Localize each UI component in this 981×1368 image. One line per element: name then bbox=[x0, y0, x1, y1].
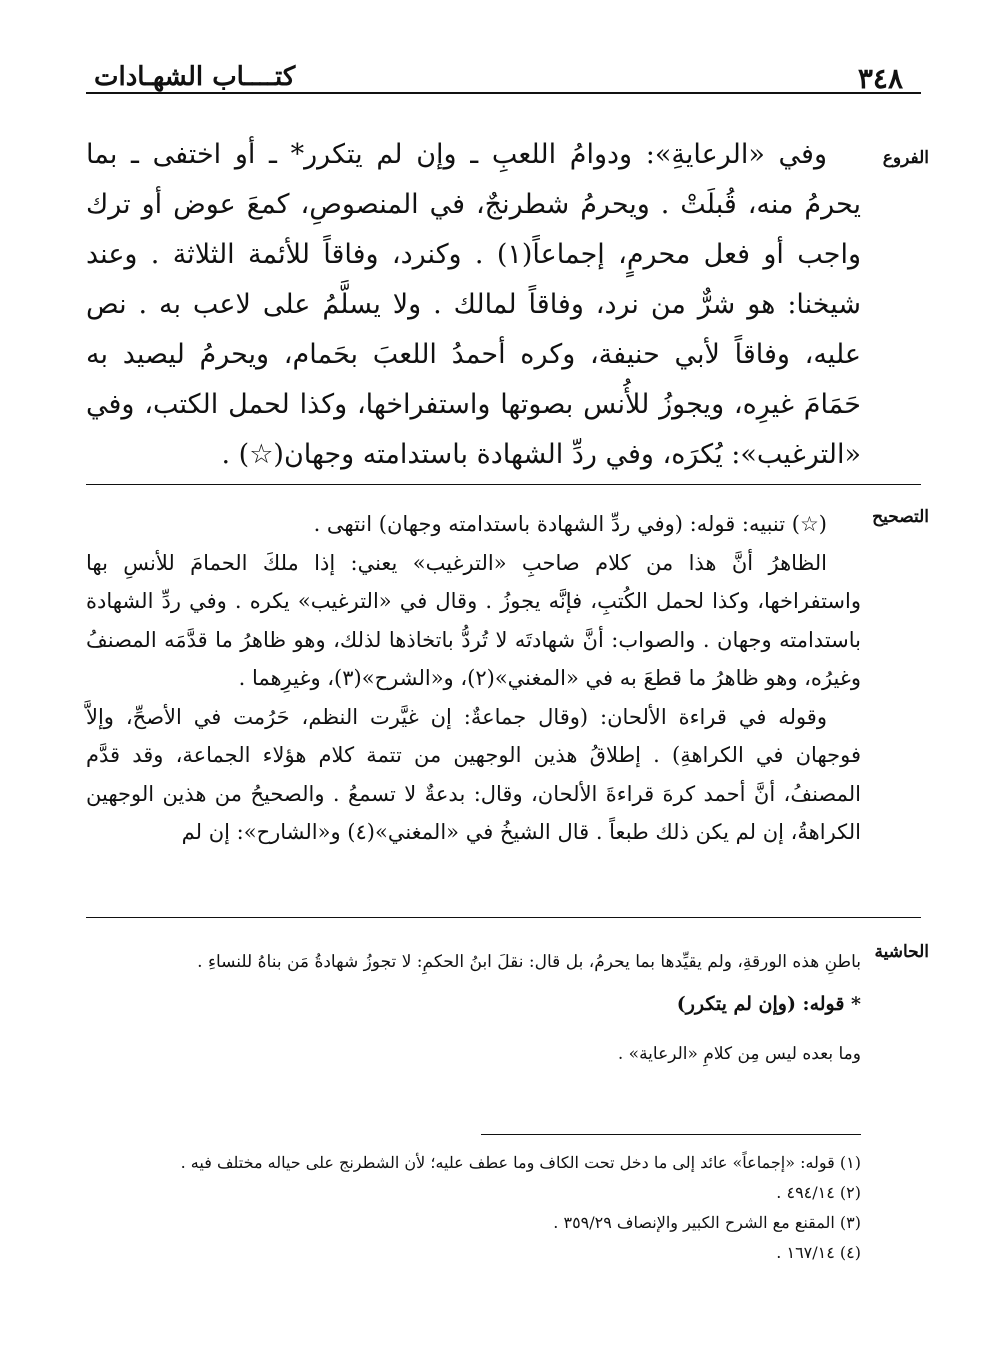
book-title: كتــــاب الشهـادات bbox=[94, 62, 296, 92]
footnote-3: (٣) المقنع مع الشرح الكبير والإنصاف ٣٥٩/٢٩ . bbox=[553, 1213, 861, 1232]
furu-divider bbox=[86, 484, 921, 485]
hashiya-label: الحاشية bbox=[874, 942, 929, 962]
footnote-divider bbox=[481, 1134, 861, 1135]
hashiya-paragraph-2: وما بعده ليس مِن كلامِ «الرعاية» . bbox=[617, 1044, 861, 1064]
tashih-paragraph-1: (☆) تنبيه: قوله: (وفي ردِّ الشهادة باستدامته وجهان) انتهى . bbox=[313, 512, 827, 536]
tashih-paragraph-2: الظاهرُ أنَّ هذا من كلام صاحبِ «الترغيب» يعني: إذا ملكَ الحمامَ للأنسِ بها واستفراخها، وكذا لحمل الكُتبِ، فإنَّه يجوزُ . وقال في «الترغيب» يكره . وفي ردِّ الشهادة باستدامته وجهان . والصواب: أنَّ شهادتَه لا تُردُّ باتخاذها لذلك، وهو ظاهرُ ما قدَّمَه المصنفُ وغيرُه، وهو ظاهرُ ما قطعَ به في «المغني»(٢)، و«الشرح»(٣)، وغيرِهما . bbox=[86, 550, 861, 690]
hashiya-section bbox=[86, 945, 861, 1071]
footnotes bbox=[86, 1148, 861, 1268]
header-divider bbox=[86, 92, 921, 94]
footnote-1: (١) قوله: «إجماعاً» عائد إلى ما دخل تحت الكاف وما عطف عليه؛ لأن الشطرنج على حياله مختلف فيه . bbox=[180, 1153, 861, 1172]
page-number: ٣٤٨ bbox=[857, 62, 903, 95]
hashiya-paragraph-1: باطنِ هذه الورقةِ، ولم يقيِّدها بما يحرمُ، بل قال: نقلَ ابنُ الحكمِ: لا تجوزُ شهادةُ مَن بناهُ للنساءِ . bbox=[197, 952, 861, 972]
furu-text: وفي «الرعايةِ»: ودوامُ اللعبِ ـ وإن لم يتكرر* ـ أو اختفى ـ بما يحرمُ منه، قُبلَتْ . ويحرمُ شطرنجٌ، في المنصوصِ، كمعَ عوض أو ترك واجب أو فعل محرمٍ، إجماعاً(١) . وكنرد، وفاقاً للأئمة الثلاثة . وعند شيخنا: هو شرٌّ من نرد، وفاقاً لمالك . ولا يسلَّمُ على لاعب به . نص عليه، وفاقاً لأبي حنيفة، وكره أحمدُ اللعبَ بحَمام، ويحرمُ ليصيد به حَمَامَ غيرِه، ويجوزُ للأُنس بصوتها واستفراخها، وكذا لحمل الكتب، وفي «الترغيب»: يُكرَه، وفي ردِّ الشهادة باستدامته وجهان(☆) . bbox=[86, 139, 861, 470]
furu-label: الفروع bbox=[882, 148, 929, 168]
footnote-4: (٤) ١٦٧/١٤ . bbox=[776, 1243, 861, 1262]
furu-section bbox=[86, 130, 861, 480]
tashih-paragraph-3: وقوله في قراءة الألحان: (وقال جماعةٌ: إن غيَّرت النظم، حَرُمت في الأصحِّ، وإلاَّ فوجهان في الكراهةِ) . إطلاقُ هذين الوجهين من تتمة كلام هؤلاء الجماعة، وقد قدَّم المصنفُ، أنَّ أحمد كرهَ قراءةَ الألحان، وقال: بدعةٌ لا تسمعُ . والصحيحُ من هذين الوجهين الكراهةُ، إن لم يكن ذلك طبعاً . قال الشيخُ في «المغني»(٤) و«الشارح»: إن لم bbox=[86, 704, 861, 844]
tashih-section bbox=[86, 505, 861, 852]
tashih-label: التصحيح bbox=[872, 507, 929, 527]
page-header bbox=[86, 56, 921, 95]
tashih-divider bbox=[86, 917, 921, 918]
footnote-2: (٢) ٤٩٤/١٤ . bbox=[776, 1183, 861, 1202]
hashiya-quote: * قوله: (وإن لم يتكرر) bbox=[676, 993, 861, 1015]
